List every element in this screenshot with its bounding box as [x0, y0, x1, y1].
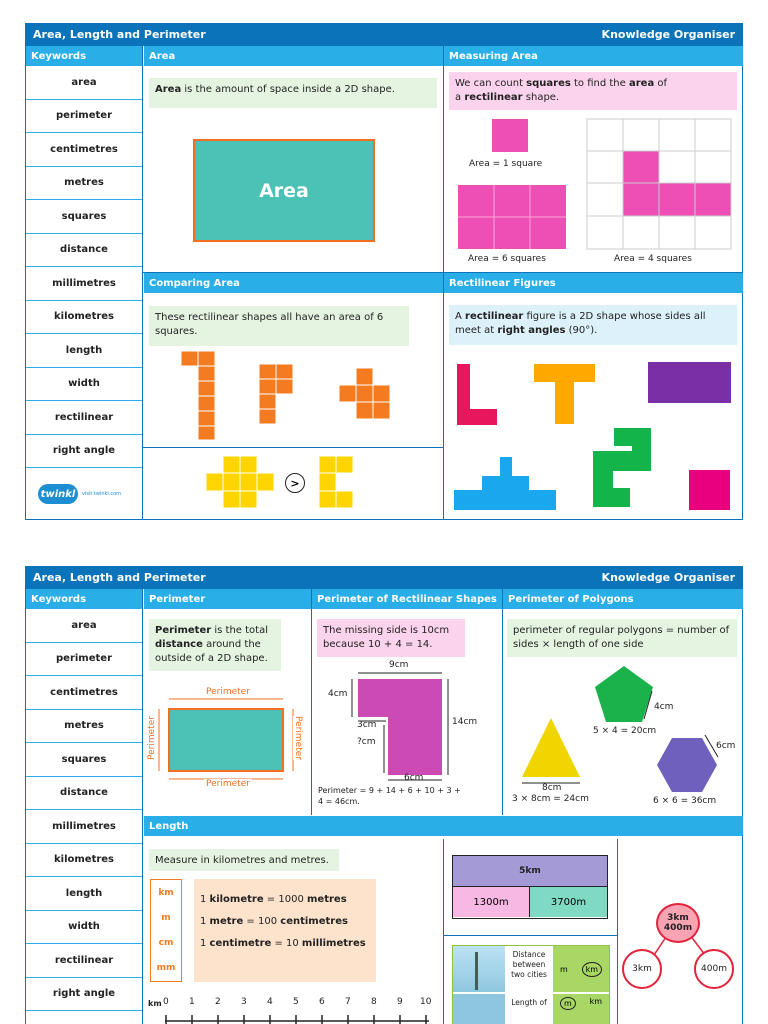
twinkl-logo: twinkl	[38, 484, 78, 504]
keyword-distance: distance	[26, 777, 142, 811]
note-part: We can count	[455, 78, 527, 89]
note-part: to find the	[570, 78, 629, 89]
conv-bold: centimetre	[209, 938, 272, 949]
unit-mm: mm	[156, 963, 176, 974]
keyword-millimetres: millimetres	[26, 267, 142, 301]
part-node-left	[622, 949, 662, 989]
rectilinear-note	[449, 305, 737, 345]
four-square-grid	[587, 119, 731, 249]
ruler-tick-label: 10	[420, 997, 432, 1007]
rectilinear-figures-header: Rectilinear Figures	[444, 273, 743, 293]
ruler-unit: km	[148, 999, 162, 1008]
ruler-tick-label: 2	[215, 997, 221, 1007]
note-part: shape.	[522, 92, 560, 103]
table-row-cities	[453, 946, 609, 994]
conv-part: = 1000	[263, 894, 307, 905]
perimeter-arrows	[151, 687, 301, 787]
conv-part: 1	[200, 916, 210, 927]
whole-node	[656, 903, 700, 943]
side-missing: ?cm	[357, 737, 376, 747]
ruler-tick-label: 4	[267, 997, 273, 1007]
measuring-area-header: Measuring Area	[444, 46, 743, 66]
length-note: Measure in kilometres and metres.	[149, 849, 339, 871]
keyword-millimetres: millimetres	[26, 810, 142, 844]
keyword-distance: distance	[26, 234, 142, 268]
hexagon-calc: 6 × 6 = 36cm	[653, 796, 717, 806]
conv-bold: metre	[209, 916, 244, 927]
note-part: around the outside of a 2D shape.	[155, 639, 268, 664]
conversion-box	[194, 879, 376, 982]
page-title: Area, Length and Perimeter	[33, 571, 206, 584]
bar-part-2-label: 3700m	[550, 896, 587, 908]
triangle-side: 8cm	[542, 783, 562, 793]
top-title-bar	[26, 24, 742, 46]
area-one-square-label: Area = 1 square	[469, 159, 543, 169]
keyword-perimeter: perimeter	[26, 643, 142, 677]
side-3cm: 3cm	[357, 720, 377, 730]
bar-model	[452, 855, 608, 919]
note-bold: rectilinear	[464, 92, 523, 103]
ruler-tick-label: 0	[163, 997, 169, 1007]
keyword-metres: metres	[26, 167, 142, 201]
area-note	[149, 78, 437, 108]
triangle	[521, 717, 581, 779]
keyword-rectilinear: rectilinear	[26, 401, 142, 435]
keywords-header: Keywords	[26, 589, 142, 609]
keywords-column	[26, 589, 143, 1024]
conv-part: 1	[200, 894, 210, 905]
whole-node-label: 3km 400m	[663, 913, 693, 933]
rectilinear-figures	[452, 362, 732, 512]
ruler-line	[165, 1013, 435, 1024]
area-note-bold: Area	[155, 84, 182, 95]
side-4cm: 4cm	[328, 689, 348, 699]
keyword-kilometres: kilometres	[26, 844, 142, 878]
perimeter-formula: Perimeter = 9 + 14 + 6 + 10 + 3 + 4 = 46cm.	[318, 786, 461, 806]
unit-km-option-circled: km	[582, 962, 602, 977]
perimeter-label-bottom: Perimeter	[206, 779, 250, 789]
perimeter-note	[149, 619, 281, 671]
distance-table	[452, 945, 610, 1024]
unit-cm: cm	[158, 938, 174, 949]
note-part: a	[455, 92, 465, 103]
ruler-tick-label: 9	[397, 997, 403, 1007]
keyword-length: length	[26, 877, 142, 911]
perimeter-label-left: Perimeter	[146, 716, 157, 760]
bar-part-1-label: 1300m	[473, 896, 509, 908]
conversion-km	[200, 889, 370, 911]
keyword-squares: squares	[26, 200, 142, 234]
side-9cm: 9cm	[389, 660, 409, 670]
keyword-right-angle: right angle	[26, 435, 142, 469]
conv-part: 1	[200, 938, 210, 949]
conv-part: = 100	[243, 916, 281, 927]
greater-than-symbol	[285, 473, 305, 493]
keyword-perimeter: perimeter	[26, 100, 142, 134]
comparing-area-note: These rectilinear shapes all have an area of 6 squares.	[149, 306, 409, 346]
keyword-width: width	[26, 368, 142, 402]
area-header: Area	[144, 46, 443, 66]
city-image	[453, 946, 505, 992]
keyword-centimetres: centimetres	[26, 133, 142, 167]
rectilinear-perimeter-note: The missing side is 10cm because 10 + 4 = 14.	[317, 619, 465, 657]
comparing-area-header: Comparing Area	[144, 273, 443, 293]
table-row-label: Length of	[505, 994, 553, 1024]
organiser-label: Knowledge Organiser	[601, 28, 735, 41]
keywords-column	[26, 46, 143, 519]
organiser-label: Knowledge Organiser	[601, 571, 735, 584]
bar-part-1	[453, 887, 530, 917]
keyword-rectilinear: rectilinear	[26, 944, 142, 978]
six-square-grid	[458, 185, 566, 249]
divider	[443, 935, 617, 936]
tower-icon	[475, 952, 478, 990]
unit-m-option-circled: m	[560, 997, 576, 1010]
conv-bold: millimetres	[301, 938, 366, 949]
bar-part-2	[530, 887, 607, 917]
length-header: Length	[144, 816, 743, 836]
polygons-header: Perimeter of Polygons	[503, 589, 743, 609]
perimeter-label-right: Perimeter	[292, 716, 303, 760]
polygons-note: perimeter of regular polygons = number of sides × length of one side	[507, 619, 737, 657]
divider	[617, 839, 618, 1024]
bottom-organiser-page	[25, 566, 743, 1024]
perimeter-header: Perimeter	[144, 589, 311, 609]
keyword-width: width	[26, 911, 142, 945]
rectilinear-perimeter-header: Perimeter of Rectilinear Shapes	[312, 589, 502, 609]
row-image	[453, 994, 505, 1024]
bar-total-label: 5km	[519, 866, 541, 876]
keyword-centimetres: centimetres	[26, 676, 142, 710]
note-part: (90°).	[565, 325, 598, 336]
conv-bold: metres	[307, 894, 347, 905]
ruler-tick-label: 5	[293, 997, 299, 1007]
perimeter-label-top: Perimeter	[206, 687, 250, 697]
note-part: is the total	[211, 625, 268, 636]
keyword-metres: metres	[26, 710, 142, 744]
compare-symbol: >	[290, 476, 300, 490]
hexagon	[656, 737, 718, 793]
hexagon-side: 6cm	[716, 741, 736, 751]
unit-km-option: km	[589, 997, 603, 1006]
table-row-label: Distance between two cities	[505, 946, 553, 992]
side-14cm: 14cm	[452, 717, 478, 727]
divider	[502, 589, 503, 815]
note-bold: rectilinear	[465, 311, 524, 322]
keyword-squares: squares	[26, 743, 142, 777]
note-bold: Perimeter	[155, 625, 212, 636]
keywords-header: Keywords	[26, 46, 142, 66]
page-title: Area, Length and Perimeter	[33, 28, 206, 41]
divider	[143, 447, 443, 448]
ruler-tick-label: 7	[345, 997, 351, 1007]
yellow-shapes	[206, 456, 356, 510]
note-part: of	[654, 78, 668, 89]
unit-list	[150, 879, 182, 982]
unit-m-option: m	[559, 964, 568, 974]
top-organiser-page	[25, 23, 743, 520]
single-square	[492, 119, 528, 152]
note-bold: distance	[155, 639, 203, 650]
keyword-area: area	[26, 609, 142, 643]
note-bold: right angles	[497, 325, 566, 336]
divider	[311, 589, 312, 815]
bar-parts	[453, 887, 607, 917]
keyword-area: area	[26, 66, 142, 100]
area-rectangle-label: Area	[259, 179, 309, 202]
keyword-length: length	[26, 334, 142, 368]
side-6cm: 6cm	[404, 773, 424, 783]
ruler-tick-label: 6	[319, 997, 325, 1007]
orange-shapes	[181, 351, 391, 441]
twinkl-url: visit twinkl.com	[82, 491, 122, 497]
pentagon	[594, 665, 654, 723]
unit-options	[553, 946, 609, 992]
area-four-squares-label: Area = 4 squares	[614, 254, 692, 264]
area-six-squares-label: Area = 6 squares	[468, 254, 546, 264]
unit-options	[553, 994, 609, 1024]
unit-km: km	[158, 887, 174, 898]
note-bold: area	[628, 78, 655, 89]
conv-bold: centimetres	[280, 916, 348, 927]
conversion-m	[200, 911, 370, 933]
keyword-right-angle: right angle	[26, 978, 142, 1012]
triangle-calc: 3 × 8cm = 24cm	[512, 794, 589, 804]
conv-bold: kilometre	[209, 894, 264, 905]
table-row-length	[453, 994, 609, 1024]
unit-m: m	[161, 912, 171, 923]
area-rectangle	[193, 139, 375, 242]
ruler-tick-label: 1	[189, 997, 195, 1007]
pentagon-calc: 5 × 4 = 20cm	[593, 726, 657, 736]
measuring-area-note	[449, 72, 737, 110]
ruler-tick-label: 3	[241, 997, 247, 1007]
part-node-right-label: 400m	[701, 964, 727, 974]
bottom-title-bar	[26, 567, 742, 589]
ruler-tick-label: 8	[371, 997, 377, 1007]
note-part: A	[455, 311, 466, 322]
part-node-left-label: 3km	[632, 964, 652, 974]
divider	[443, 839, 444, 1024]
note-bold: squares	[526, 78, 571, 89]
bar-total	[453, 856, 607, 887]
area-note-text: is the amount of space inside a 2D shape.	[181, 84, 395, 95]
note-part: figure is a 2D shape whose sides all meet at	[455, 311, 706, 336]
keyword-kilometres: kilometres	[26, 301, 142, 335]
conversion-cm	[200, 933, 370, 955]
conv-part: = 10	[271, 938, 302, 949]
part-node-right	[694, 949, 734, 989]
pentagon-side: 4cm	[654, 702, 674, 712]
